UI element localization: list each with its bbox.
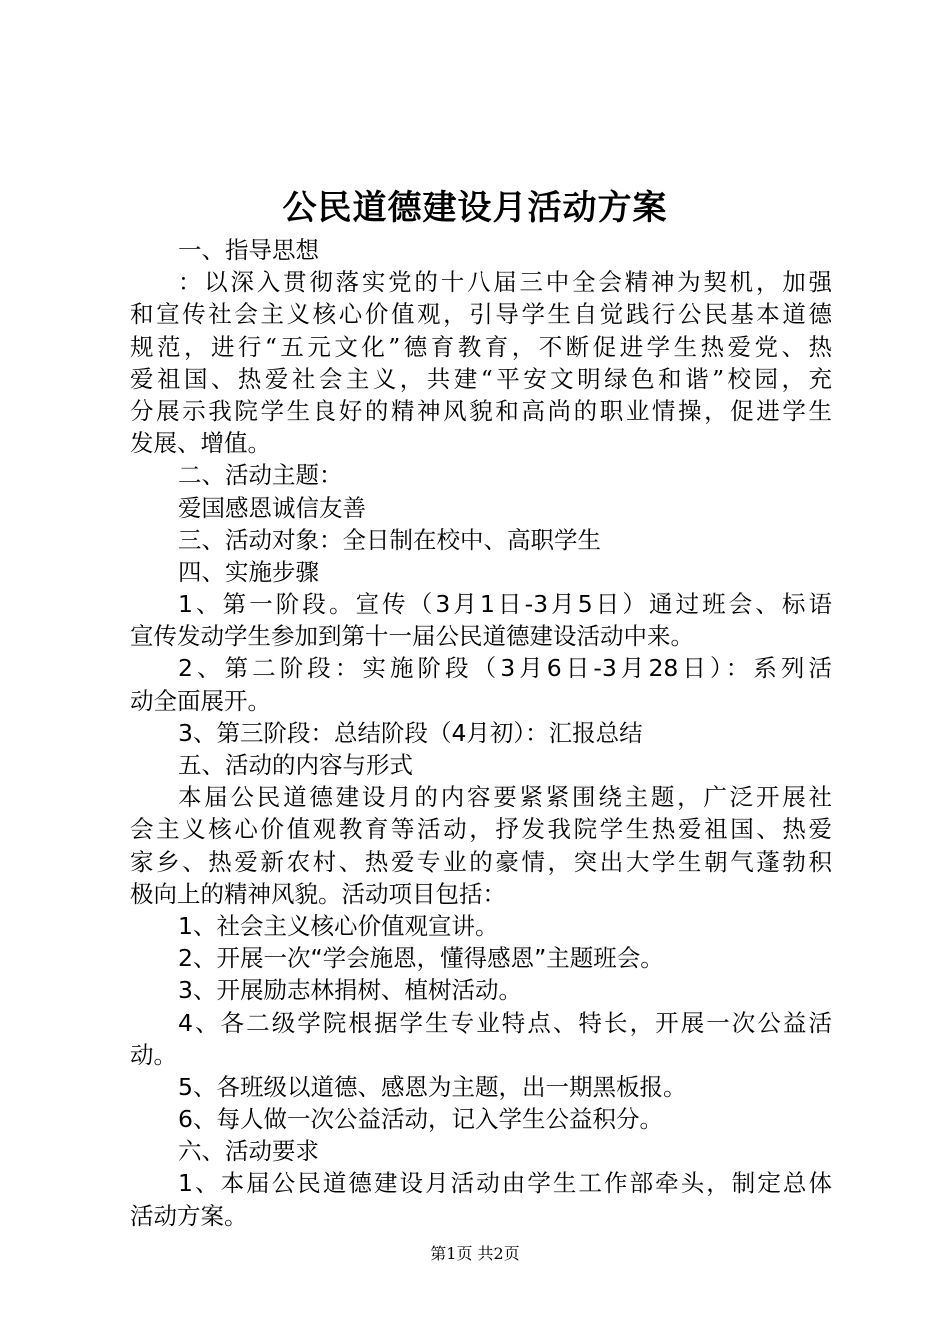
paragraph-line: 会主义核心价值观教育等活动，抒发我院学生热爱祖国、热爱 <box>130 815 832 844</box>
paragraph-line: 发展、增值。 <box>130 429 271 458</box>
paragraph-line: 本届公民道德建设月的内容要紧紧围绕主题，广泛开展社 <box>178 783 832 812</box>
document-body <box>130 234 832 1232</box>
paragraph-line: 极向上的精神风貌。活动项目包括： <box>130 879 506 908</box>
paragraph-line: 动。 <box>130 1040 177 1069</box>
list-item-line: 3、第三阶段：总结阶段（4月初）：汇报总结 <box>178 718 643 747</box>
paragraph-line: 宣传发动学生参加到第十一届公民道德建设活动中来。 <box>130 622 694 651</box>
section-heading-content: 五、活动的内容与形式 <box>178 751 413 779</box>
paragraph-line: 爱国感恩诚信友善 <box>178 493 366 522</box>
paragraph-line: 动全面展开。 <box>130 686 271 715</box>
list-item-line: 5、各班级以道德、感恩为主题，出一期黑板报。 <box>178 1072 687 1101</box>
list-item-line: 1、第一阶段。宣传（3月1日-3月5日）通过班会、标语 <box>178 590 832 619</box>
section-heading-guiding-ideology: 一、指导思想 <box>178 236 319 264</box>
paragraph-line: ：以深入贯彻落实党的十八届三中全会精神为契机，加强 <box>178 268 832 297</box>
paragraph-line: 分展示我院学生良好的精神风貌和高尚的职业情操，促进学生 <box>130 396 832 425</box>
paragraph-line: 家乡、热爱新农村、热爱专业的豪情，突出大学生朝气蓬勃积 <box>130 847 832 876</box>
list-item-line: 4、各二级学院根据学生专业特点、特长，开展一次公益活 <box>178 1008 832 1037</box>
paragraph-line: 活动方案。 <box>130 1201 248 1230</box>
section-heading-target: 三、活动对象：全日制在校中、高职学生 <box>178 525 601 554</box>
section-heading-requirements: 六、活动要求 <box>178 1137 319 1166</box>
list-item-line: 1、社会主义核心价值观宣讲。 <box>178 911 499 940</box>
list-item-line: 6、每人做一次公益活动，记入学生公益积分。 <box>178 1105 663 1134</box>
document-title: 公民道德建设月活动方案 <box>282 188 668 228</box>
paragraph-line: 和宣传社会主义核心价值观，引导学生自觉践行公民基本道德 <box>130 300 832 329</box>
section-heading-steps: 四、实施步骤 <box>178 557 319 586</box>
list-item-line: 2、第二阶段：实施阶段（3月6日-3月28日）：系列活 <box>178 654 832 683</box>
paragraph-line: 爱祖国、热爱社会主义，共建“平安文明绿色和谐”校园，充 <box>130 364 832 393</box>
page-number-footer: 第1页 共2页 <box>430 1244 520 1263</box>
list-item-line: 1、本届公民道德建设月活动由学生工作部牵头，制定总体 <box>178 1169 832 1198</box>
list-item-line: 3、开展励志林捐树、植树活动。 <box>178 976 522 1005</box>
paragraph-line: 规范，进行“五元文化”德育教育，不断促进学生热爱党、热 <box>130 332 832 361</box>
section-heading-theme: 二、活动主题： <box>178 461 343 490</box>
list-item-line: 2、开展一次“学会施恩，懂得感恩”主题班会。 <box>178 944 664 973</box>
